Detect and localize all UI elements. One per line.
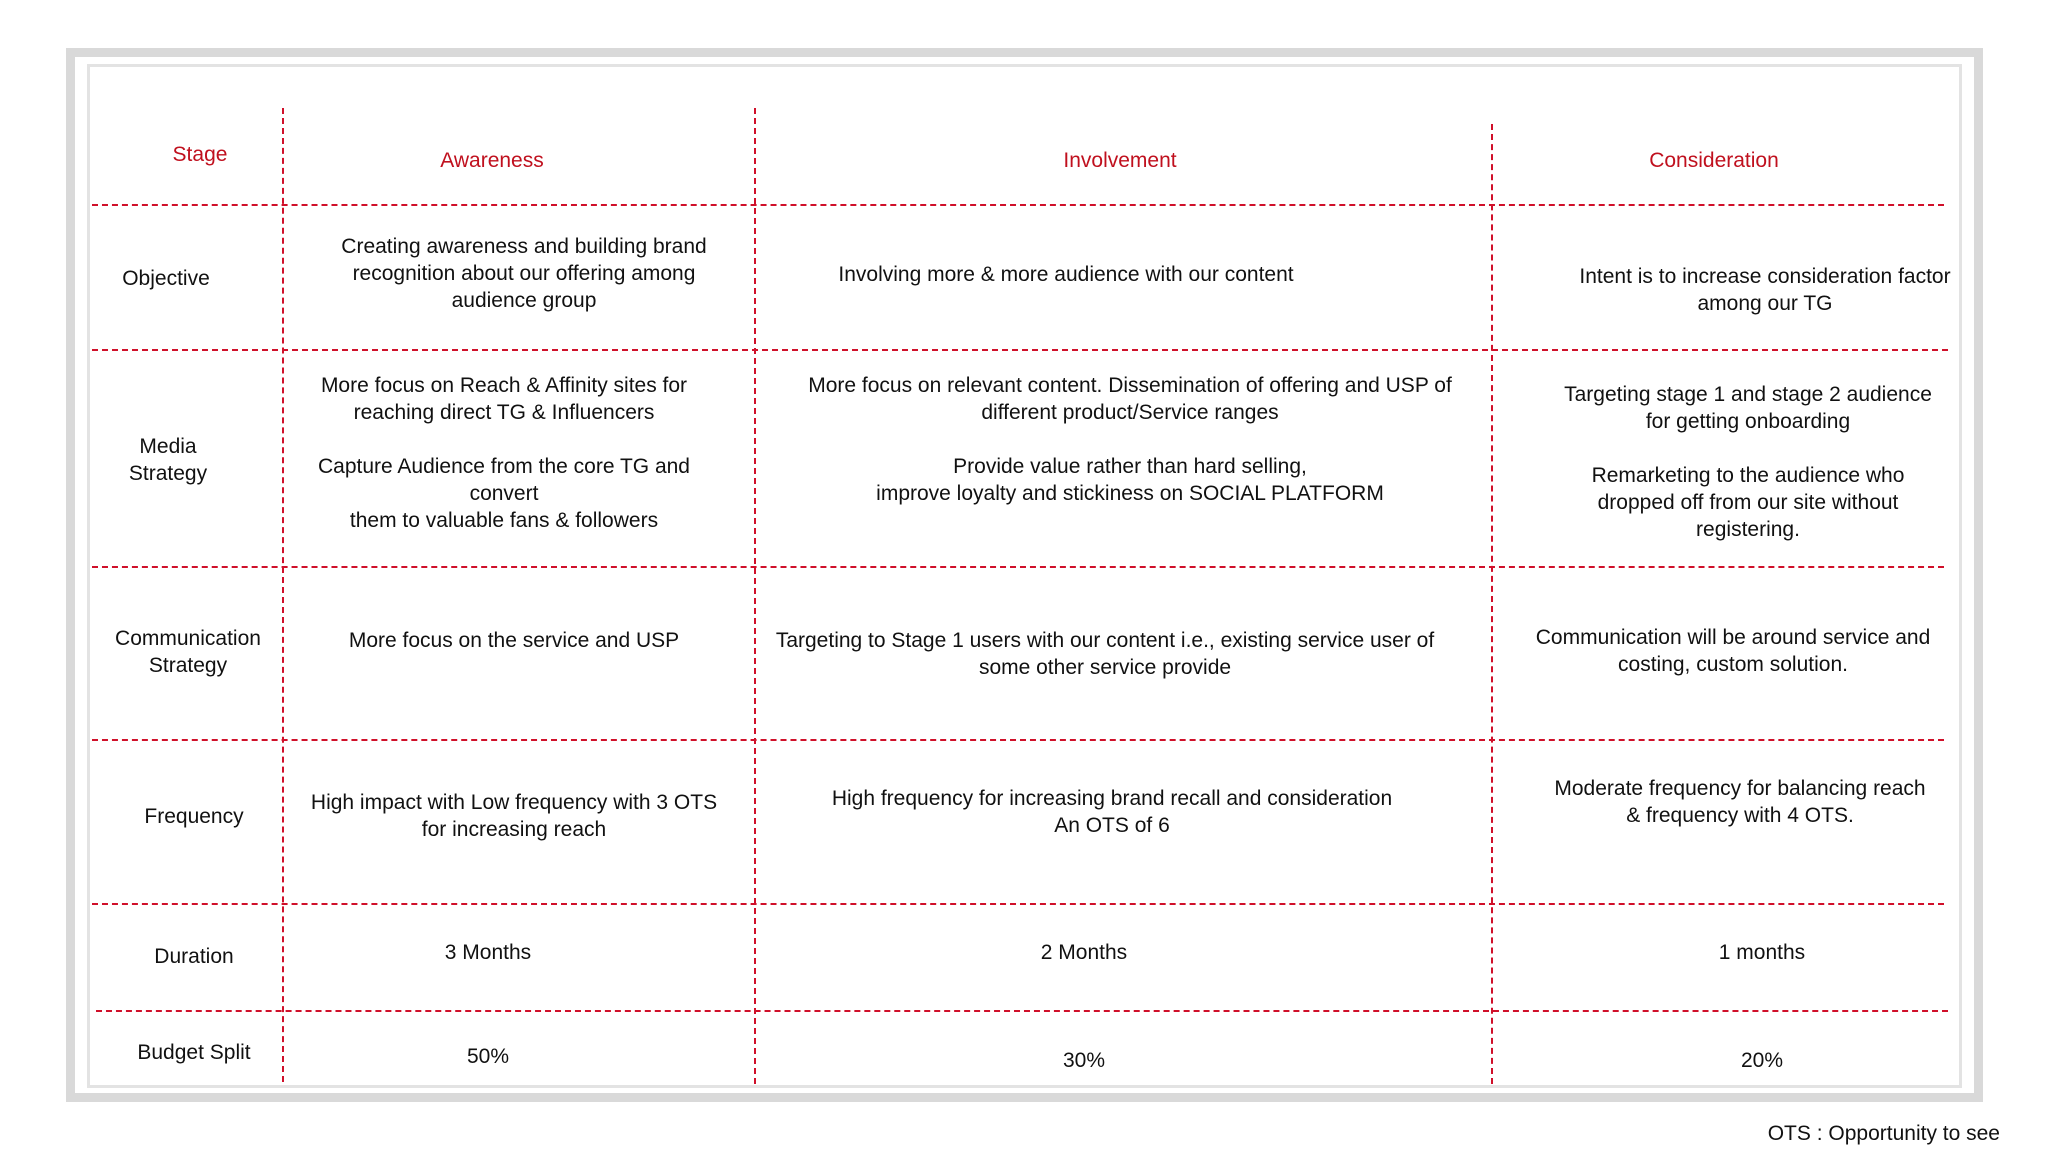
footnote: OTS : Opportunity to see [1767,1122,2000,1145]
cell-budget-awareness: 50% [466,1044,510,1068]
header-involvement: Involvement [1063,148,1177,172]
divider-h-2 [92,349,1948,351]
cell-communication-consideration: Communication will be around service and costing, custom solution. [1535,626,1931,676]
divider-v-3 [1491,124,1493,1084]
header-stage: Stage [172,142,228,166]
row-label-budget-split: Budget Split [137,1040,251,1064]
cell-media-awareness: More focus on Reach & Affinity sites for reaching direct TG & Influencers Capture Audience from the core TG and convert them to valuable fans & followers [318,374,690,532]
cell-media-consideration: Targeting stage 1 and stage 2 audience for getting onboarding Remarketing to the audience who dropped off from our site without registering. [1564,383,1932,541]
cell-objective-consideration: Intent is to increase consideration factor among our TG [1579,265,1951,315]
divider-v-1 [282,108,284,1082]
cell-communication-involvement: Targeting to Stage 1 users with our content i.e., existing service user of some other service provide [775,629,1435,679]
divider-h-3 [92,566,1944,568]
row-label-media-strategy: Media Strategy [128,435,208,485]
row-label-frequency: Frequency [144,804,244,828]
cell-duration-consideration: 1 months [1718,940,1806,964]
cell-budget-involvement: 30% [1062,1048,1106,1072]
cell-budget-consideration: 20% [1740,1048,1784,1072]
row-label-communication-strategy: Communication Strategy [115,627,261,677]
divider-h-6 [96,1010,1948,1012]
cell-duration-awareness: 3 Months [444,940,532,964]
cell-communication-awareness: More focus on the service and USP [348,628,680,652]
row-label-objective: Objective [122,266,210,290]
divider-h-5 [92,903,1944,905]
header-awareness: Awareness [440,148,544,172]
divider-h-1 [92,204,1944,206]
cell-frequency-involvement: High frequency for increasing brand recall and consideration An OTS of 6 [831,787,1393,837]
cell-media-involvement: More focus on relevant content. Dissemination of offering and USP of different product/Service ranges Provide value rather than hard selling, improve loyalty and stickiness on SOCIAL PLATFORM [808,373,1452,505]
cell-objective-involvement: Involving more & more audience with our content [838,262,1294,286]
cell-frequency-awareness: High impact with Low frequency with 3 OTS for increasing reach [310,791,718,841]
cell-objective-awareness: Creating awareness and building brand recognition about our offering among audience group [341,234,707,312]
divider-h-4 [92,739,1944,741]
cell-frequency-consideration: Moderate frequency for balancing reach & frequency with 4 OTS. [1554,777,1926,827]
header-consideration: Consideration [1649,148,1779,172]
cell-duration-involvement: 2 Months [1040,940,1128,964]
row-label-duration: Duration [154,944,234,968]
